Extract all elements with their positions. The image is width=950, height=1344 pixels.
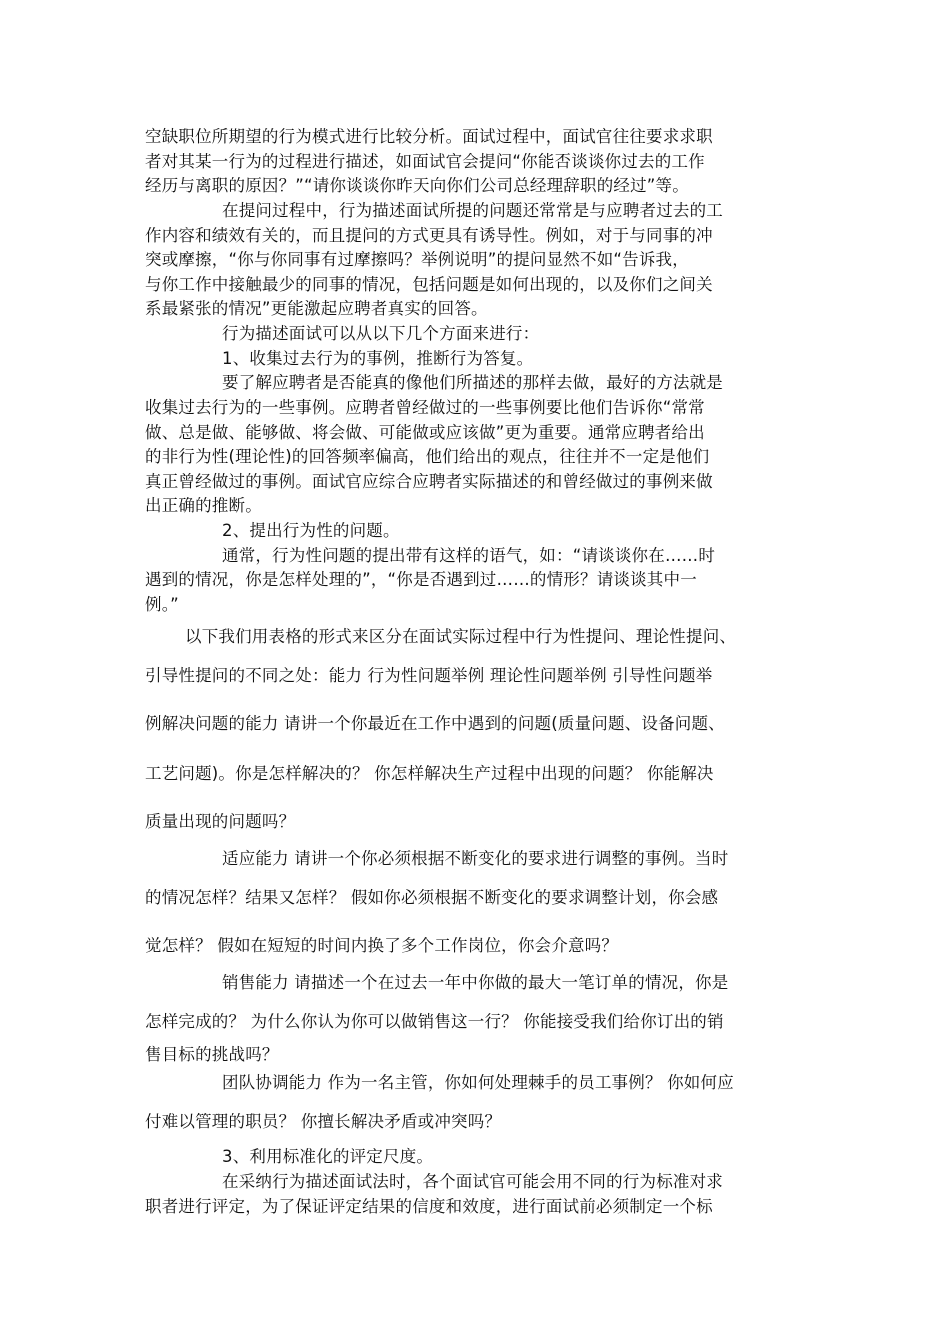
paragraph-line: 作内容和绩效有关的，而且提问的方式更具有诱导性。例如，对于与同事的冲 — [145, 226, 713, 245]
paragraph-line: 销售能力 请描述一个在过去一年中你做的最大一笔订单的情况，你是 — [222, 973, 729, 992]
paragraph-line: 行为描述面试可以从以下几个方面来进行： — [222, 324, 540, 343]
paragraph-line: 团队协调能力 作为一名主管，你如何处理棘手的员工事例？ 你如何应 — [222, 1073, 734, 1092]
paragraph-line: 付难以管理的职员？ 你擅长解决矛盾或冲突吗？ — [145, 1112, 502, 1131]
paragraph-line: 在提问过程中，行为描述面试所提的问题还常常是与应聘者过去的工 — [222, 201, 723, 220]
paragraph-line: 在采纳行为描述面试法时，各个面试官可能会用不同的行为标准对求 — [222, 1172, 723, 1191]
paragraph-line: 通常，行为性问题的提出带有这样的语气，如：“请谈谈你在……时 — [222, 546, 716, 565]
paragraph-line: 以下我们用表格的形式来区分在面试实际过程中行为性提问、理论性提问、 — [185, 627, 737, 646]
paragraph-line: 真正曾经做过的事例。面试官应综合应聘者实际描述的和曾经做过的事例来做 — [145, 472, 713, 491]
paragraph-line: 例解决问题的能力 请讲一个你最近在工作中遇到的问题(质量问题、设备问题、 — [145, 714, 725, 733]
section-heading: 2、提出行为性的问题。 — [222, 521, 400, 540]
paragraph-line: 做、总是做、能够做、将会做、可能做或应该做”更为重要。通常应聘者给出 — [145, 423, 705, 442]
paragraph-line: 者对其某一行为的过程进行描述，如面试官会提问“你能否谈谈你过去的工作 — [145, 152, 705, 171]
paragraph-line: 要了解应聘者是否能真的像他们所描述的那样去做，最好的方法就是 — [222, 373, 723, 392]
paragraph-line: 收集过去行为的一些事例。应聘者曾经做过的一些事例要比他们告诉你“常常 — [145, 398, 705, 417]
paragraph-line: 突或摩擦，“你与你同事有过摩擦吗？举例说明”的提问显然不如“告诉我， — [145, 250, 689, 269]
paragraph-line: 怎样完成的？ 为什么你认为你可以做销售这一行？ 你能接受我们给你订出的销 — [145, 1012, 724, 1031]
section-heading: 3、利用标准化的评定尺度。 — [222, 1147, 434, 1166]
paragraph-line: 适应能力 请讲一个你必须根据不断变化的要求进行调整的事例。当时 — [222, 849, 729, 868]
paragraph-line: 例。” — [145, 595, 179, 614]
paragraph-line: 系最紧张的情况”更能激起应聘者真实的回答。 — [145, 299, 488, 318]
paragraph-line: 质量出现的问题吗？ — [145, 812, 296, 831]
paragraph-line: 工艺问题)。你是怎样解决的？ 你怎样解决生产过程中出现的问题？ 你能解决 — [145, 764, 714, 783]
paragraph-line: 与你工作中接触最少的同事的情况，包括问题是如何出现的，以及你们之间关 — [145, 275, 713, 294]
paragraph-line: 经历与离职的原因？”“请你谈谈你昨天向你们公司总经理辞职的经过”等。 — [145, 176, 689, 195]
paragraph-line: 遇到的情况，你是怎样处理的”，“你是否遇到过……的情形？请谈谈其中一 — [145, 570, 697, 589]
paragraph-line: 的非行为性(理论性)的回答频率偏高，他们给出的观点，往往并不一定是他们 — [145, 447, 710, 466]
paragraph-line: 的情况怎样？结果又怎样？ 假如你必须根据不断变化的要求调整计划，你会感 — [145, 888, 719, 907]
section-heading: 1、收集过去行为的事例，推断行为答复。 — [222, 349, 534, 368]
paragraph-line: 空缺职位所期望的行为模式进行比较分析。面试过程中，面试官往往要求求职 — [145, 127, 713, 146]
paragraph-line: 职者进行评定，为了保证评定结果的信度和效度，进行面试前必须制定一个标 — [145, 1197, 713, 1216]
paragraph-line: 引导性提问的不同之处：能力 行为性问题举例 理论性问题举例 引导性问题举 — [145, 666, 713, 685]
paragraph-line: 觉怎样？ 假如在短短的时间内换了多个工作岗位，你会介意吗？ — [145, 936, 619, 955]
paragraph-line: 出正确的推断。 — [145, 496, 262, 515]
paragraph-line: 售目标的挑战吗？ — [145, 1045, 279, 1064]
